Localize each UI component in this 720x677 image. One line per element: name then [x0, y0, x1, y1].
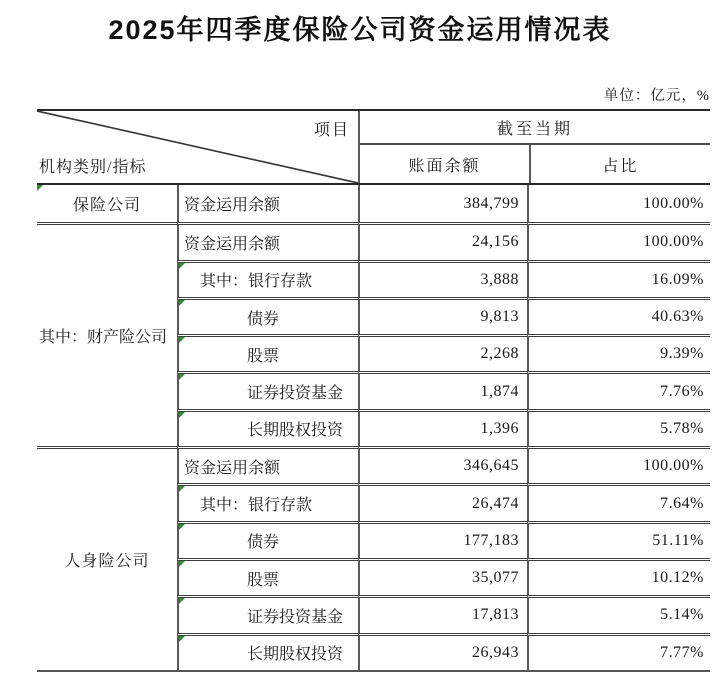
balance-cell-text: 1,396 [480, 419, 519, 437]
indicator-cell-text: 股票 [247, 571, 280, 589]
indicator-cell [177, 595, 358, 632]
balance-cell [358, 260, 527, 297]
share-cell-text: 100.00% [643, 194, 704, 212]
share-cell-text: 5.78% [660, 419, 704, 437]
share-cell-text: 10.12% [651, 569, 704, 587]
share-cell-text: 40.63% [651, 308, 704, 326]
share-cell-text: 7.64% [660, 494, 704, 512]
balance-column-header: 账面余额 [408, 157, 481, 175]
indicator-cell-text: 资金运用余额 [184, 235, 281, 253]
balance-cell-text: 1,874 [480, 382, 519, 400]
balance-cell-text: 26,943 [472, 643, 519, 661]
corner-category-label: 机构类别/指标 [39, 159, 147, 176]
unit-note: 单位：亿元，% [603, 88, 710, 104]
indicator-cell-text: 债券 [247, 534, 280, 552]
excel-marker-triangle-icon [179, 412, 185, 418]
share-cell-text: 100.00% [643, 457, 704, 475]
balance-cell-text: 384,799 [463, 194, 519, 212]
balance-cell [358, 633, 527, 670]
indicator-cell-text: 债券 [247, 310, 280, 328]
balance-cell [358, 185, 527, 222]
excel-marker-triangle-icon [179, 486, 185, 492]
balance-cell [358, 297, 527, 334]
indicator-cell [177, 558, 358, 595]
share-cell [527, 260, 710, 297]
balance-cell-text: 17,813 [472, 606, 519, 624]
balance-cell-text: 2,268 [480, 345, 519, 363]
indicator-cell-text: 证券投资基金 [247, 608, 344, 626]
share-cell [527, 222, 710, 259]
excel-marker-triangle-icon [179, 374, 185, 380]
balance-cell [358, 558, 527, 595]
share-cell [527, 446, 710, 483]
share-cell-text: 16.09% [651, 270, 704, 288]
diagonal-corner-cell [37, 111, 358, 183]
share-cell [527, 521, 710, 558]
org-cell [37, 446, 177, 670]
indicator-cell [177, 633, 358, 670]
indicator-cell [177, 222, 358, 259]
indicator-cell [177, 521, 358, 558]
header-right-block [358, 111, 710, 183]
indicator-cell-text: 股票 [247, 347, 280, 365]
indicator-cell [177, 446, 358, 483]
indicator-cell [177, 185, 358, 222]
share-cell [527, 595, 710, 632]
share-cell [527, 185, 710, 222]
balance-cell [358, 483, 527, 520]
share-cell-text: 7.77% [660, 643, 704, 661]
org-cell-text: 其中：财产险公司 [39, 329, 168, 347]
balance-cell-text: 35,077 [472, 569, 519, 587]
balance-cell [358, 334, 527, 371]
excel-marker-triangle-icon [179, 561, 185, 567]
share-cell-text: 5.14% [660, 606, 704, 624]
balance-cell [358, 409, 527, 446]
indicator-cell-text: 其中：银行存款 [200, 497, 313, 515]
indicator-cell-text: 资金运用余额 [184, 459, 281, 477]
indicator-cell-text: 资金运用余额 [184, 197, 281, 215]
share-cell [527, 409, 710, 446]
indicator-cell [177, 371, 358, 408]
indicator-cell-text: 长期股权投资 [247, 422, 344, 440]
share-cell-text: 51.11% [652, 531, 704, 549]
indicator-cell [177, 260, 358, 297]
org-cell [37, 185, 177, 222]
period-group-header: 截至当期 [360, 111, 710, 145]
excel-marker-triangle-icon [179, 524, 185, 530]
page-title: 2025年四季度保险公司资金运用情况表 [108, 15, 612, 45]
excel-marker-triangle-icon [179, 300, 185, 306]
indicator-cell [177, 409, 358, 446]
balance-cell [358, 446, 527, 483]
share-cell [527, 483, 710, 520]
excel-marker-triangle-icon [179, 337, 185, 343]
sub-column-headers [360, 145, 710, 183]
excel-marker-triangle-icon [179, 263, 185, 269]
table-header [37, 111, 710, 185]
org-cell-text: 保险公司 [72, 197, 141, 215]
table-body [37, 185, 710, 672]
corner-item-label: 项目 [313, 122, 350, 139]
indicator-cell-text: 长期股权投资 [247, 646, 344, 664]
balance-cell [358, 222, 527, 259]
excel-marker-triangle-icon [179, 598, 185, 604]
balance-cell-text: 26,474 [472, 494, 519, 512]
excel-marker-triangle-icon [179, 636, 185, 642]
indicator-cell [177, 334, 358, 371]
balance-cell [358, 521, 527, 558]
balance-cell-text: 24,156 [472, 233, 519, 251]
share-cell-text: 9.39% [660, 345, 704, 363]
fund-utilization-table [37, 109, 710, 672]
balance-cell-text: 346,645 [463, 457, 519, 475]
balance-cell-text: 3,888 [480, 270, 519, 288]
excel-marker-triangle-icon [37, 185, 43, 191]
share-cell-text: 7.76% [660, 382, 704, 400]
balance-cell [358, 595, 527, 632]
share-cell [527, 633, 710, 670]
share-column-header: 占比 [529, 145, 710, 183]
indicator-cell-text: 证券投资基金 [247, 385, 344, 403]
share-cell [527, 558, 710, 595]
share-cell [527, 297, 710, 334]
balance-cell-text: 9,813 [480, 308, 519, 326]
balance-cell [358, 371, 527, 408]
indicator-cell-text: 其中：银行存款 [200, 273, 313, 291]
indicator-cell [177, 483, 358, 520]
indicator-cell [177, 297, 358, 334]
org-cell-text: 人身险公司 [64, 552, 150, 570]
org-cell [37, 222, 177, 446]
share-cell [527, 371, 710, 408]
share-cell-text: 100.00% [643, 233, 704, 251]
share-cell [527, 334, 710, 371]
balance-cell-text: 177,183 [463, 531, 519, 549]
